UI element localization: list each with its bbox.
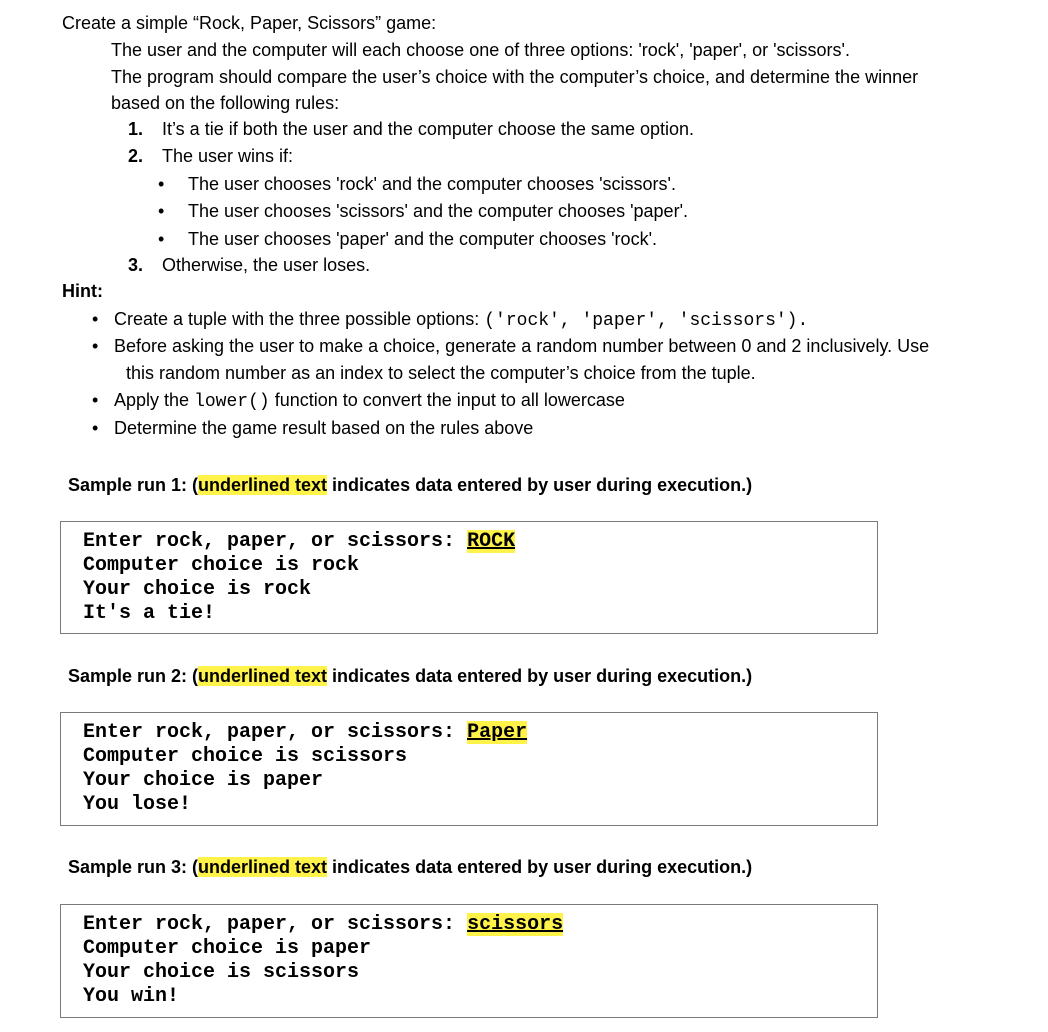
heading-text: Sample run 1: ( [68,475,199,495]
result-line: It's a tie! [83,602,216,625]
bullet-icon: • [92,309,99,329]
hint-text: Apply the [114,390,195,410]
heading-highlight: underlined text [198,475,328,495]
win-condition-text: The user chooses 'rock' and the computer chooses 'scissors'. [188,174,676,194]
rule-text: The user wins if: [162,146,294,166]
rule-number: 3. [128,255,144,275]
hint-item [92,389,625,413]
intro-line: based on the following rules: [111,93,340,113]
rule-item [128,118,694,140]
intro-line: The user and the computer will each choose one of three options: 'rock', 'paper', or 'scissors'. [111,40,850,60]
prompt-text: Enter rock, paper, or scissors: [83,913,468,936]
sample-run-output [60,521,878,634]
computer-choice-line: Computer choice is rock [83,554,360,577]
bullet-icon: • [158,201,165,221]
hint-text: Determine the game result based on the rules above [114,418,534,438]
sample-run-output [60,904,878,1018]
hint-item [92,335,929,357]
rule-text: Otherwise, the user loses. [162,255,371,275]
result-line: You lose! [83,793,192,816]
hint-text-continued: this random number as an index to select the computer’s choice from the tuple. [126,363,756,383]
bullet-icon: • [92,418,99,438]
rule-number: 2. [128,146,144,166]
rule-item [128,145,293,167]
result-line: You win! [83,985,180,1008]
computer-choice-line: Computer choice is scissors [83,745,408,768]
your-choice-line: Your choice is scissors [83,961,360,984]
win-condition [158,228,657,250]
bullet-icon: • [158,229,165,249]
prompt-line [83,721,877,745]
hint-label: Hint: [62,281,103,301]
sample-run-heading [68,665,752,687]
computer-choice-line: Computer choice is paper [83,937,372,960]
page-title: Create a simple “Rock, Paper, Scissors” game: [62,13,437,33]
heading-text: indicates data entered by user during execution.) [327,666,753,686]
rule-text: It’s a tie if both the user and the computer choose the same option. [162,119,694,139]
hint-code: lower() [194,392,270,412]
win-condition [158,200,688,222]
user-input: Paper [467,721,528,744]
prompt-line [83,530,877,554]
heading-text: Sample run 3: ( [68,857,199,877]
sample-run-heading [68,474,752,496]
hint-item [92,308,808,332]
rule-item [128,254,370,276]
hint-code: ('rock', 'paper', 'scissors'). [484,311,809,331]
win-condition-text: The user chooses 'paper' and the computer chooses 'rock'. [188,229,658,249]
prompt-line [83,913,877,937]
user-input: scissors [467,913,564,936]
prompt-text: Enter rock, paper, or scissors: [83,721,468,744]
bullet-icon: • [158,174,165,194]
heading-highlight: underlined text [198,857,328,877]
sample-run-heading [68,856,752,878]
bullet-icon: • [92,390,99,410]
win-condition-text: The user chooses 'scissors' and the computer chooses 'paper'. [188,201,689,221]
heading-text: indicates data entered by user during execution.) [327,475,753,495]
heading-text: Sample run 2: ( [68,666,199,686]
heading-highlight: underlined text [198,666,328,686]
win-condition [158,173,676,195]
your-choice-line: Your choice is rock [83,578,312,601]
heading-text: indicates data entered by user during execution.) [327,857,753,877]
sample-run-output [60,712,878,826]
hint-text: Before asking the user to make a choice, generate a random number between 0 and 2 inclusively. Use [114,336,930,356]
intro-line: The program should compare the user’s choice with the computer’s choice, and determine the winner [111,67,919,87]
hint-item [92,417,533,439]
your-choice-line: Your choice is paper [83,769,324,792]
user-input: ROCK [467,530,516,553]
rule-number: 1. [128,119,144,139]
prompt-text: Enter rock, paper, or scissors: [83,530,468,553]
hint-text: function to convert the input to all lowercase [269,390,625,410]
bullet-icon: • [92,336,99,356]
hint-text: Create a tuple with the three possible options: [114,309,485,329]
